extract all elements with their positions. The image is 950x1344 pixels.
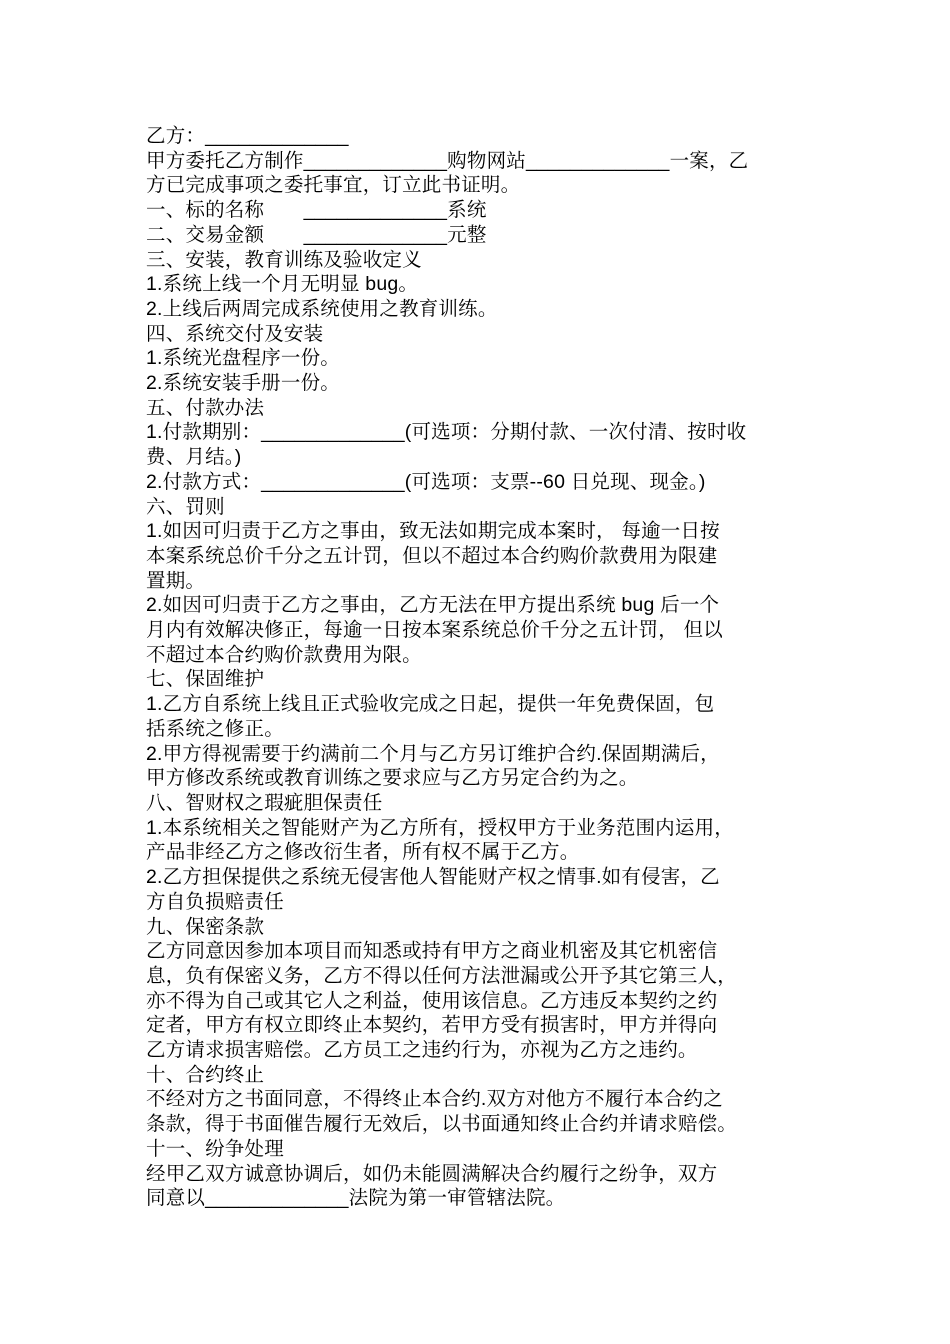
- section-7-item-2-line-1: 2.甲方得视需要于约满前二个月与乙方另订维护合约.保固期满后，: [146, 742, 720, 765]
- section-heading-10: 十、合约终止: [146, 1063, 265, 1086]
- section-4-item-1: 1.系统光盘程序一份。: [146, 347, 340, 370]
- section-5-item-1-line-2: 费、月结。): [146, 446, 242, 469]
- section-8-item-2-line-1: 2.乙方担保提供之系统无侵害他人智能财产权之情事.如有侵害，乙: [146, 866, 720, 889]
- intro-line-2: 方已完成事项之委托事宜，订立此书证明。: [146, 174, 521, 197]
- section-11-line-2: 同意以_____________法院为第一审管辖法院。: [146, 1187, 566, 1210]
- section-heading-6: 六、罚则: [146, 495, 225, 518]
- section-heading-9: 九、保密条款: [146, 915, 265, 938]
- section-heading-3: 三、安装，教育训练及验收定义: [146, 248, 422, 271]
- section-7-item-2-line-2: 甲方修改系统或教育训练之要求应与乙方另定合约为之。: [146, 767, 639, 790]
- section-4-item-2: 2.系统安装手册一份。: [146, 372, 340, 395]
- section-3-item-2: 2.上线后两周完成系统使用之教育训练。: [146, 297, 498, 320]
- section-11-line-1: 经甲乙双方诚意协调后，如仍未能圆满解决合约履行之纷争，双方: [146, 1162, 718, 1185]
- section-3-item-1: 1.系统上线一个月无明显 bug。: [146, 273, 419, 296]
- section-9-line-1: 乙方同意因参加本项目而知悉或持有甲方之商业机密及其它机密信: [146, 940, 718, 963]
- section-5-item-2: 2.付款方式：_____________(可选项：支票--60 日兑现、现金。): [146, 470, 706, 493]
- section-9-line-4: 定者，甲方有权立即终止本契约，若甲方受有损害时，甲方并得向: [146, 1014, 718, 1037]
- section-10-line-2: 条款，得于书面催告履行无效后，以书面通知终止合约并请求赔偿。: [146, 1113, 738, 1136]
- section-heading-7: 七、保固维护: [146, 668, 265, 691]
- section-6-item-1-line-1: 1.如因可归责于乙方之事由，致无法如期完成本案时， 每逾一日按: [146, 520, 720, 543]
- section-9-line-2: 息，负有保密义务，乙方不得以任何方法泄漏或公开予其它第三人，: [146, 964, 738, 987]
- section-6-item-1-line-2: 本案系统总价千分之五计罚，但以不超过本合约购价款费用为限建: [146, 544, 718, 567]
- section-10-line-1: 不经对方之书面同意，不得终止本合约.双方对他方不履行本合约之: [146, 1088, 723, 1111]
- section-6-item-2-line-2: 月内有效解决修正，每逾一日按本案系统总价千分之五计罚， 但以: [146, 619, 723, 642]
- section-heading-8: 八、智财权之瑕疵胆保责任: [146, 791, 383, 814]
- section-6-item-2-line-3: 不超过本合约购价款费用为限。: [146, 643, 422, 666]
- item-subject-name: 一、标的名称 _____________系统: [146, 199, 487, 222]
- intro-line-1: 甲方委托乙方制作_____________购物网站_____________一案，乙: [146, 149, 749, 172]
- item-transaction-amount: 二、交易金额 _____________元整: [146, 223, 487, 246]
- section-7-item-1-line-2: 括系统之修正。: [146, 717, 284, 740]
- section-6-item-1-line-3: 置期。: [146, 569, 206, 592]
- section-5-item-1-line-1: 1.付款期别：_____________(可选项：分期付款、一次付清、按时收: [146, 421, 747, 444]
- section-heading-5: 五、付款办法: [146, 396, 265, 419]
- section-7-item-1-line-1: 1.乙方自系统上线且正式验收完成之日起，提供一年免费保固，包: [146, 693, 715, 716]
- section-heading-11: 十一、纷争处理: [146, 1137, 284, 1160]
- section-9-line-5: 乙方请求损害赔偿。乙方员工之违约行为，亦视为乙方之违约。: [146, 1039, 698, 1062]
- section-8-item-2-line-2: 方自负损赔责任: [146, 890, 284, 913]
- section-6-item-2-line-1: 2.如因可归责于乙方之事由，乙方无法在甲方提出系统 bug 后一个: [146, 594, 720, 617]
- section-8-item-1-line-1: 1.本系统相关之智能财产为乙方所有，授权甲方于业务范围内运用，: [146, 816, 734, 839]
- section-9-line-3: 亦不得为自己或其它人之利益，使用该信息。乙方违反本契约之约: [146, 989, 718, 1012]
- contract-body: [146, 124, 811, 1211]
- party-b-line: 乙方：_____________: [146, 125, 349, 147]
- section-8-item-1-line-2: 产品非经乙方之修改衍生者，所有权不属于乙方。: [146, 841, 580, 864]
- section-heading-4: 四、系统交付及安装: [146, 322, 324, 345]
